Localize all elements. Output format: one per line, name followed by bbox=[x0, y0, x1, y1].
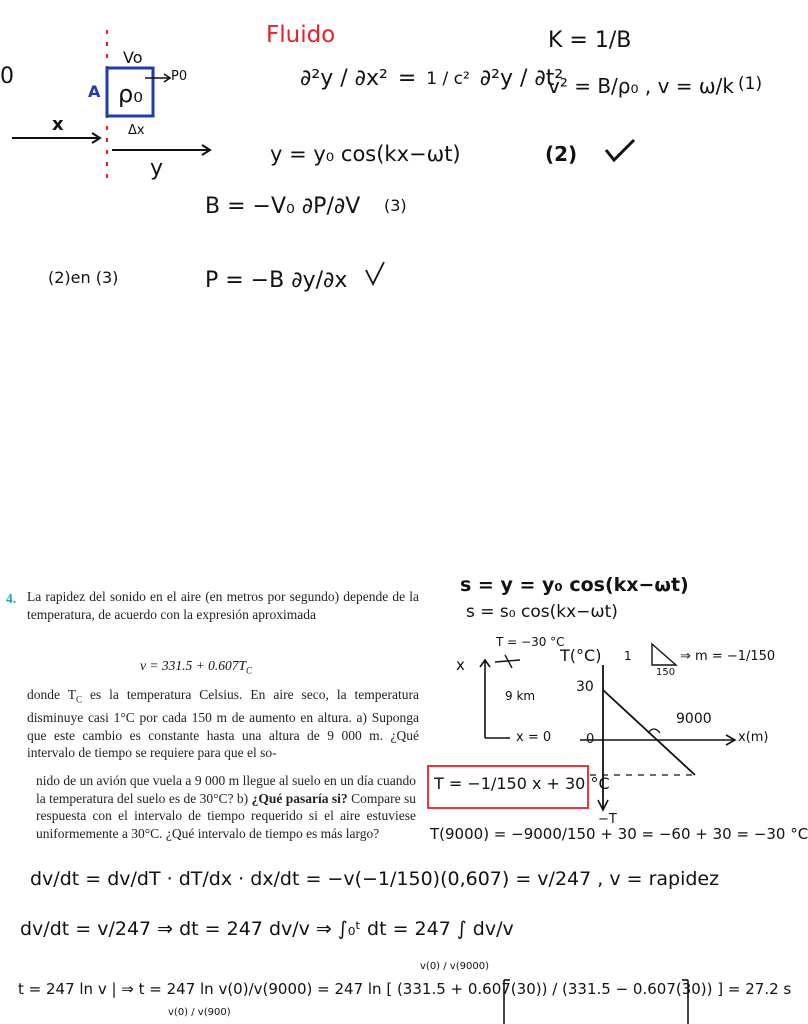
wave-eq-mid: 1 / c² bbox=[426, 68, 470, 89]
neg-t-label: −T bbox=[598, 812, 617, 827]
height-label: 9 km bbox=[505, 689, 536, 703]
density-label: ρ₀ bbox=[118, 80, 143, 108]
x9000-tick: 9000 bbox=[676, 711, 712, 727]
speed-formula: $v = 331.5 + 0.607T_C$ bbox=[140, 658, 252, 676]
p0-label: P0 bbox=[171, 69, 188, 84]
substitution-note: (2)en (3) bbox=[48, 268, 119, 287]
problem-number: 4. bbox=[6, 591, 17, 606]
wave-eq-rhs: ∂²y / ∂t² bbox=[479, 66, 564, 91]
t0-tick: 0 bbox=[586, 732, 595, 747]
v0-label: Vo bbox=[123, 48, 143, 67]
y-label: y bbox=[150, 156, 164, 181]
problem-text-2: donde $T_C$ es la temperatura Celsius. En aire seco, la temperatura disminuye casi 1°C por cada 150 m de aumento en altura. a) Suponga que este cambio es constante hasta una altura de 9 000 m. ¿Qué intervalo de tiempo se requiere para que el so- bbox=[27, 687, 420, 761]
x-axis-label: x(m) bbox=[738, 730, 769, 745]
equation-mark-3: (3) bbox=[384, 196, 407, 215]
equation-mark-2: (2) bbox=[545, 142, 578, 166]
slope-triangle bbox=[652, 644, 676, 665]
triangle-run-label: 150 bbox=[656, 667, 676, 678]
check-mark-2 bbox=[366, 262, 384, 284]
area-label: A bbox=[88, 82, 101, 101]
origin-label: 0 bbox=[0, 64, 14, 89]
problem-text-1: La rapidez del sonido en el aire (en metros por segundo) depende de la temperatura, de acuerdo con la expresión aproximada bbox=[27, 589, 419, 622]
wave-equation: ∂²y / ∂x² = 1 / c² ∂²y / ∂t² bbox=[300, 66, 564, 91]
equation-mark-1: (1) bbox=[738, 74, 763, 94]
bulk-modulus-equation: B = −V₀ ∂P/∂V bbox=[205, 194, 361, 219]
chain-rule-line: dv/dt = dv/dT · dT/dx · dx/dt = −v(−1/150)(0,607) = v/247 , v = rapidez bbox=[30, 868, 720, 890]
k-equation: K = 1/B bbox=[548, 28, 632, 53]
separation-line: dv/dt = v/247 ⇒ dt = 247 dv/v ⇒ ∫₀ᵗ dt = 247 ∫ dv/v bbox=[20, 918, 514, 940]
boxed-equation: T = −1/150 x + 30 °C bbox=[434, 774, 610, 793]
t-axis-label: T(°C) bbox=[560, 646, 602, 665]
dx-label: Δx bbox=[128, 123, 145, 138]
page-title: Fluido bbox=[266, 22, 336, 48]
x-zero-label: x = 0 bbox=[516, 730, 552, 745]
triangle-rise-label: 1 bbox=[624, 649, 632, 663]
wave-eq-lhs: ∂²y / ∂x² bbox=[300, 66, 388, 91]
x-label: x bbox=[52, 114, 64, 135]
displacement-equation: y = y₀ cos(kx−ωt) bbox=[270, 142, 461, 166]
log-limits: v(0) / v(900) bbox=[168, 1007, 231, 1018]
pressure-equation: P = −B ∂y/∂x bbox=[205, 268, 348, 293]
check-mark-1 bbox=[606, 140, 634, 160]
result-line: t = 247 ln v | ⇒ t = 247 ln v(0)/v(9000) = 247 ln [ (331.5 + 0.607(30)) / (331.5 − 0.607(30)) ] = 27.2 s bbox=[18, 980, 792, 998]
s-equation-1: s = y = y₀ cos(kx−ωt) bbox=[460, 574, 689, 596]
problem-text-3: nido de un avión que vuela a 9 000 m llegue al suelo en un día cuando la temperatura del suelo es de 30°C? b) ¿Qué pasaría si? Compare su respuesta con el intervalo de tiempo requerido si el aire estuviese uniformemente a 30°C. ¿Qué intervalo de tiempo es más largo? bbox=[36, 773, 416, 841]
s-equation-2: s = s₀ cos(kx−ωt) bbox=[466, 602, 618, 622]
t9000-calculation: T(9000) = −9000/150 + 30 = −60 + 30 = −30 °C bbox=[430, 825, 808, 843]
small-x-label: x bbox=[456, 656, 465, 674]
slope-label: ⇒ m = −1/150 bbox=[680, 649, 776, 664]
v-squared-equation: v² = B/ρ₀ , v = ω/k bbox=[548, 74, 734, 98]
integral-limits: v(0) / v(9000) bbox=[420, 961, 489, 972]
temp-at-altitude: T = −30 °C bbox=[496, 635, 565, 649]
plane-icon bbox=[495, 655, 520, 668]
t30-tick: 30 bbox=[576, 679, 594, 695]
